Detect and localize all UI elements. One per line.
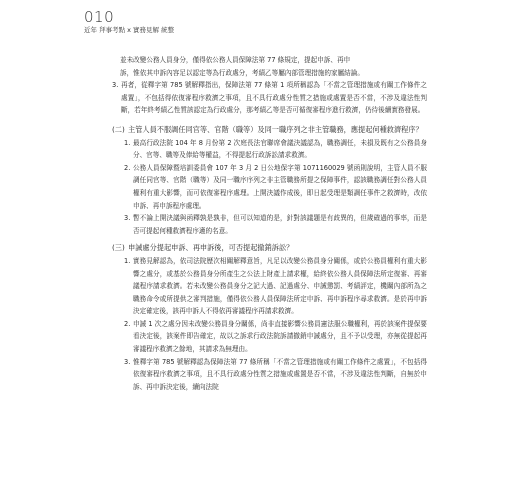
list-text: 實務見解認為，依司法院歷次相關解釋意旨，凡足以改變公務員身分關係，或於公務員權利有重大影響之處分，或基於公務員身分所產生之公法上財產上請求權，給終依公務人員保障法所定復審、再審議程序請求救濟。若未改變公務員身分之記大過、記過處分、申誡懲罰、考績評定，機關內部所為之職務命令或所提供之審判措施，僅得依公務人員保障法所定申訴、再申訴程序尋求救濟。是於再申訴決定確定後，該再申訴人不得依再審議程序再請求救濟。 — [133, 256, 427, 316]
list-text: 申誡 1 次之處分因未改變公務員身分關係，尚非直接影響公務員憲法服公職權利，再於該案件提保要看決定後，該案件即告確定，故以之訴求行政法院訴請撤銷申誡處分，且不予以受理，亦無從提起再審議程序救濟之餘地，其請求為無理由。 — [133, 319, 427, 354]
intro-continuation-line-1: 並未改變公務人員身分，僅得依公務人員保障法第 77 條規定，提起申訴、再申 — [120, 56, 351, 64]
section-title: 主管人員不服調任同官等、官階（職等）及同一職序列之非主管職務，應提起何種救濟程序？ — [128, 124, 423, 134]
section-2-list — [112, 137, 427, 238]
list-number: 2. — [124, 319, 131, 328]
list-item — [124, 162, 427, 212]
page-header — [84, 8, 174, 34]
list-number: 3. — [124, 357, 131, 366]
list-number: 3. — [124, 214, 131, 223]
list-text: 再者，從釋字第 785 號解釋指出，保障法第 77 條第 1 項所稱認為「不當之管理措施或有關工作條件之處置」，不包括得依復審程序救濟之事項，且不具行政處分性質之措施或處置是否不當，不涉及違法性判斷，若年終考績乙性質該認定為行政處分，那考績乙等是否可循復審程序進行救濟，仍待後續實務發展。 — [121, 81, 427, 115]
page-body — [112, 54, 427, 393]
list-number: 3. — [112, 81, 119, 90]
list-text: 暫不論上開決議與函釋孰是孰非，但可以知道的是，針對該議題是有歧異的，但歲確過的事率，而是否可提起何種救濟程序適的名意。 — [133, 214, 427, 235]
section-number: (二) — [112, 124, 125, 134]
list-item — [124, 356, 427, 394]
list-item — [124, 255, 427, 318]
list-number: 1. — [124, 138, 131, 147]
list-number: 1. — [124, 256, 131, 265]
section-heading-3 — [112, 242, 427, 255]
list-text: 公務人員保障暨培訓委員會 107 年 3 月 2 日公地保字第 1071160029 號函則說明，主管人員不服調任同官等、官階（職等）及同一職序序列之非主管職務所提之保障事件，認該職務調任對公務人員權利有重大影響，而可依復審程序處理。上開決議作成後，即日起受理是類調任事件之救濟時，改依申訴、再申訴程序處理。 — [133, 163, 427, 210]
section-heading-2 — [112, 124, 427, 137]
intro-continuation-line-2: 訴，惟依其申訴內容足以認定等為行政處分，考績乙等屬內部管理措施的家屬結論。 — [120, 68, 364, 77]
list-number: 2. — [124, 163, 131, 172]
running-head: 近年 拜事考點 x 實務見解 統整 — [84, 26, 175, 34]
section-3-list — [112, 255, 427, 394]
page-number: 010 — [84, 8, 115, 26]
list-item — [124, 137, 427, 162]
list-text: 最高行政法院 104 年 8 月份第 2 次庭長法官聯席會議決議認為，職務調任，未損及既有之公務員身分、官等、職等及俸給等權益，不得提起行政訴訟請求救濟。 — [133, 138, 427, 160]
list-item — [124, 318, 427, 356]
intro-item-3 — [112, 79, 427, 117]
list-text: 惟釋字第 785 號解釋認為保障法第 77 條所稱「不當之管理措施或有關工作條件之處置」，不包括得依復審程序救濟之事項，且不具行政處分性質之措施或處置是否不當，不涉及違法性判斷，自無於申訴、再申訴決定後，續向法院 — [133, 357, 427, 391]
list-item — [124, 212, 427, 237]
section-number: (三) — [112, 243, 125, 253]
section-title: 申誡處分提起申訴、再申訴後，可否提起撤銷訴訟？ — [128, 243, 294, 253]
